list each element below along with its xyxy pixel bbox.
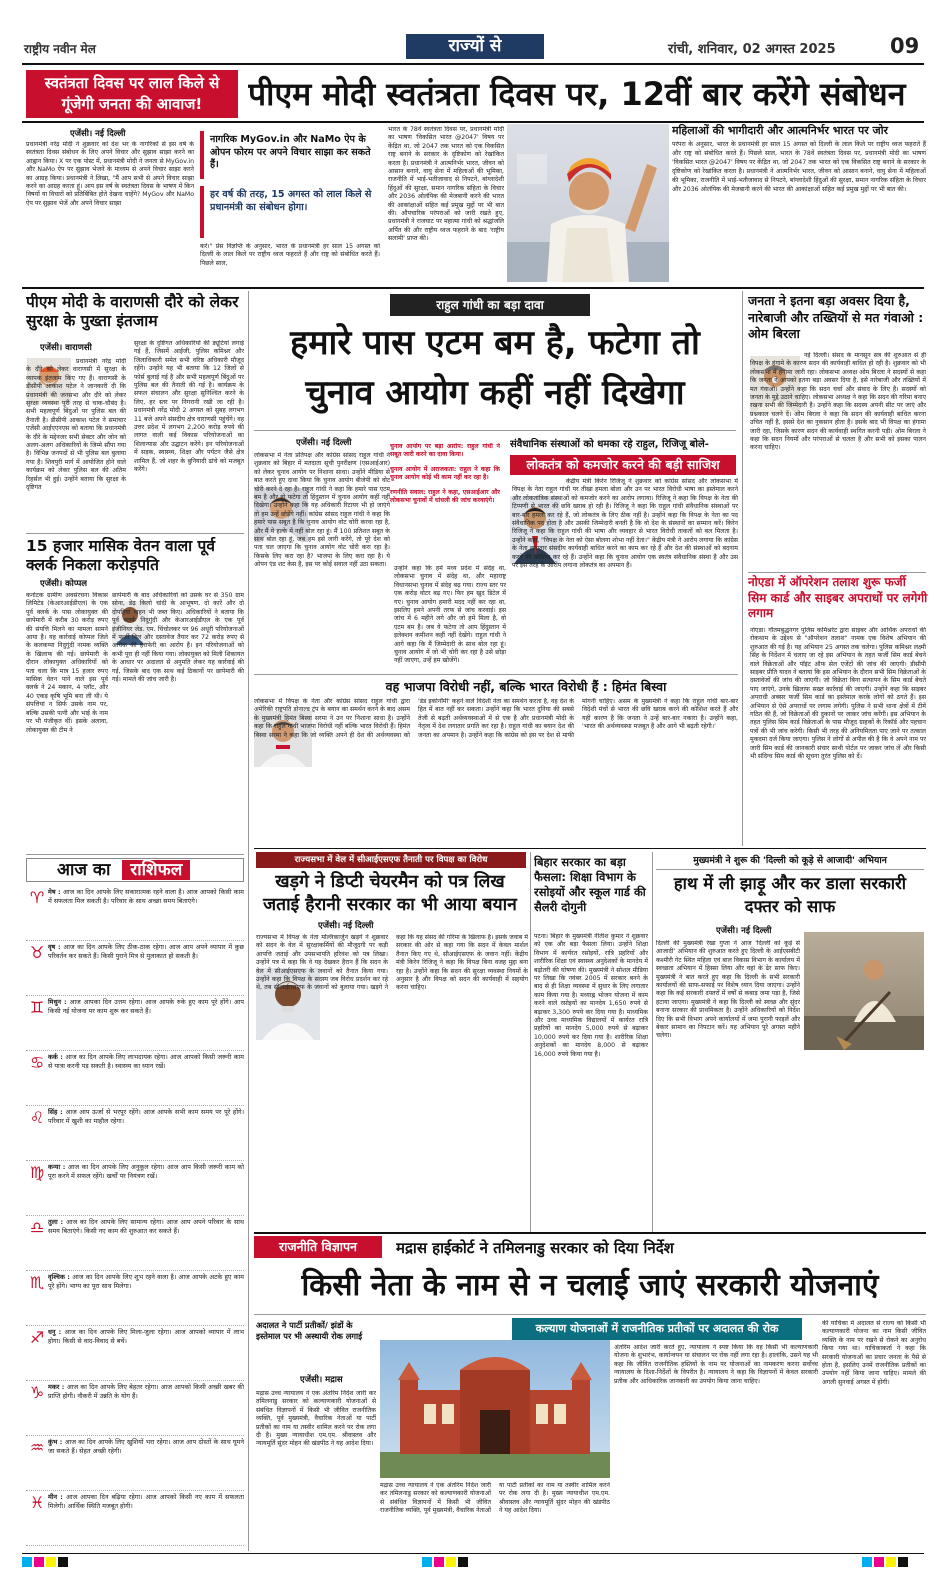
rashifal-item (26, 1161, 244, 1216)
tn-bullet (256, 1320, 374, 1360)
rashifal-text (48, 1493, 244, 1545)
left-divider-1 (26, 533, 244, 534)
section-label: राज्यों से (406, 34, 544, 59)
registration-swatch (458, 1557, 468, 1567)
registration-swatch (886, 1557, 896, 1567)
rashifal-item (26, 941, 244, 996)
zodiac-icon: ♐ (29, 1328, 45, 1347)
kharge-byline: एजेंसी। नई दिल्ली (318, 921, 374, 931)
delhi-byline: एजेंसी। नई दिल्ली (716, 926, 772, 936)
rashifal-prediction: आज आप ऊर्जा से भरपूर रहेंगे। आज आपके सभी काम समय पर पूरे होंगे। परिवार में खुशी का माहौल रहेगा। (48, 1108, 244, 1125)
rashifal-item (26, 1106, 244, 1161)
delhi-rule (652, 852, 653, 1232)
rashifal-prediction: आज का दिन आपके लिए बेहतर रहेगा। आज आपको किसी अच्छी खबर की प्राप्ति होगी। नौकरी में उन्नति के योग हैं। (48, 1383, 244, 1400)
top-body-col2: करें।" प्रेस विज्ञप्ति के अनुसार, भारत के प्रधानमंत्री हर साल 15 अगस्त को दिल्ली के लाल किले पर राष्ट्रीय ध्वज फहराते हैं और राष्ट्र को संबोधित करते हैं। पिछले साल, (200, 243, 380, 267)
top-sidebox (672, 124, 926, 282)
tn-body-4 (380, 1482, 610, 1550)
rashifal-text (48, 1328, 244, 1380)
registration-swatch (862, 1557, 872, 1567)
rashifal-sign: तुला : (48, 1218, 66, 1226)
rashifal-item (26, 1381, 244, 1436)
rashifal-title-a: आज का (57, 860, 111, 880)
rijiju-body: केंद्रीय मंत्री किरेन रिजिजू ने शुक्रवार को कांग्रेस सांसद और लोकसभा में विपक्ष के नेता राहुल गांधी पर तीखा हमला बोला और उन पर भारत विरोधी भाषा का इस्तेमाल करने और लोकतांत्रिक संस्थाओं को कमजोर करने का आरोप लगाया। रिजिजू ने कहा कि विपक्ष के नेता की टिप्पणी से भारत की छवि खराब हो रही है। रिजिजू ने कहा कि राहुल गांधी संवैधानिक संस्थाओं पर बार-बार हमला कर रहे हैं, जो लोकतंत्र के लिए ठीक नहीं है। उन्होंने कहा कि विपक्ष के नेता का पद संवैधानिक पद होता है और उसकी जिम्मेदारी बनती है कि वो देश के संस्थानों का सम्मान करें। किरेन रिजिजू ने कहा कि राहुल गांधी की भाषा और व्यवहार से भारत विरोधी ताकतों को बल मिलता है। उन्होंने कहा, "विपक्ष के नेता को ऐसा बोलना शोभा नहीं देता।" केंद्रीय मंत्री ने आरोप लगाया कि कांग्रेस के नेता लगातार संसदीय कार्यवाही बाधित करने का काम कर रहे हैं और देश की संस्थाओं को बदनाम करने की कोशिश कर रहे हैं। उन्होंने कहा कि चुनाव आयोग एक स्वतंत्र संवैधानिक संस्था है और उस पर इस तरह के आरोप लगाना लोकतंत्र का अपमान है। (512, 478, 738, 570)
bihar-body: पटना। बिहार के मुख्यमंत्री नीतीश कुमार ने शुक्रवार को एक और बड़ा फैसला लिया। उन्होंने शिक्षा विभाग में कार्यरत रसोइयों, रात्रि प्रहरियों और शारीरिक शिक्षा एवं स्वास्थ्य अनुदेशकों के मानदेय में बढ़ोतरी की घोषणा की। मुख्यमंत्री ने सोशल मीडिया पर लिखा कि नवंबर 2005 में सरकार बनने के बाद से ही शिक्षा व्यवस्था में सुधार के लिए लगातार काम किया गया है। मध्याह्न भोजन योजना में काम करने वाले रसोइयों का मानदेय 1,650 रुपये से बढ़ाकर 3,300 रुपये कर दिया गया है। माध्यमिक और उच्च माध्यमिक विद्यालयों में कार्यरत रात्रि प्रहरियों का मानदेय 5,000 रुपये से बढ़ाकर 10,000 रुपये कर दिया गया है। शारीरिक शिक्षा अनुदेशकों का मानदेय 8,000 से बढ़ाकर 16,000 रुपये किया गया है। (534, 933, 648, 1058)
registration-swatch (898, 1557, 908, 1567)
kharge-kicker: राज्यसभा में वेल में सीआईएसएफ तैनाती पर विपक्ष का विरोध (256, 852, 526, 868)
zodiac-icon: ♏ (29, 1273, 45, 1292)
rashifal-item (26, 1436, 244, 1491)
varanasi-body-2: सुरक्षा के दृष्टिगत अधिकारियों की ड्यूटियां लगाई गई हैं, जिसमें आईजी, पुलिस कमिश्नर और जिलाधिकारी समेत सभी वरिष्ठ अधिकारी मौजूद रहेंगे। उन्होंने यह भी बताया कि 12 जिलों से फोर्स बुलाई गई है और सभी महत्वपूर्ण बिंदुओं पर पुलिस बल की तैनाती की गई है। कार्यक्रम के सफल संचालन और सुरक्षा सुनिश्चित करने के लिए, हर स्तर पर निगरानी रखी जा रही है। प्रधानमंत्री नरेंद्र मोदी 2 अगस्त को सुबह लगभग 11 बजे अपने संसदीय क्षेत्र वाराणसी पहुंचेंगे। वह उत्तर प्रदेश में लगभग 2,200 करोड़ रुपये की लागत वाली कई विकास परियोजनाओं का शिलान्यास और उद्घाटन करेंगे। इन परियोजनाओं में सड़क, स्वास्थ्य, शिक्षा और पर्यटन जैसे क्षेत्र शामिल हैं, जो शहर के बुनियादी ढांचे को मजबूत करेंगे। (134, 340, 244, 474)
delhi-body-2 (804, 1054, 924, 1228)
top-kicker: स्वतंत्रता दिवस पर लाल किले से गूंजेगी जनता की आवाज! (26, 70, 238, 118)
birla-headline: जनता ने इतना बड़ा अवसर दिया है, नारेबाजी और तख्तियों से मत गंवाओ : ओम बिरला (748, 293, 924, 341)
kharge-headline: खड़गे ने डिप्टी चेयरमैन को पत्र लिख जताई हैरानी सरकार का भी आया बयान (263, 872, 517, 915)
registration-swatch (58, 1557, 68, 1567)
rashifal-prediction: आज का दिन आपके लिए लाभदायक रहेगा। आज आपको किसी जरूरी काम से यात्रा करनी पड़ सकती है। स्वास्थ्य का ध्यान रखें। (48, 1053, 244, 1070)
rashifal-text (48, 1163, 244, 1215)
zodiac-icon: ♎ (29, 1218, 45, 1237)
rashifal-item (26, 1326, 244, 1381)
rahul-body-2: उन्होंने कहा कि हमें मध्य प्रदेश में संदेह था, लोकसभा चुनाव में संदेह था, और महाराष्ट्र विधानसभा चुनाव में संदेह बढ़ गया। राज्य स्तर पर एक करोड़ वोटर बढ़ गए। फिर हम खुद डिटेल में गए। चुनाव आयोग हमारी मदद नहीं कर रहा था, इसलिए हमने अपनी तरफ से जांच करवाई। इस जांच में 6 महीने लगे और जो हमें मिला है, वो एटम बम है। जब ये फटेगा तो आप हिंदुस्तान में इलेक्शन कमीशन कहीं नहीं देखेंगे। राहुल गांधी ने आगे कहा कि मैं जिम्मेदारी के साथ बोल रहा हूं। चुनाव आयोग में जो भी चोरी कर रहा है उसे छोड़ा नहीं जाएगा, उन्हें हम खोजेंगे। (394, 565, 506, 665)
rashifal-sign: कन्या : (48, 1163, 68, 1171)
rashifal-sign: कुंभ : (48, 1438, 65, 1446)
rahul-byline: एजेंसी। नई दिल्ली (296, 438, 352, 448)
rashifal-text (48, 1438, 244, 1490)
zodiac-icon: ♒ (29, 1438, 45, 1457)
varanasi-byline: एजेंसी। वाराणसी (40, 343, 92, 353)
zodiac-icon: ♈ (29, 888, 45, 907)
rashifal-sign: मीन : (48, 1493, 66, 1501)
rijiju-kicker: संवैधानिक संस्थाओं को धमका रहे राहुल, रिजिजू बोले- (510, 439, 709, 450)
rahul-rule (254, 430, 736, 431)
zodiac-icon: ♊ (29, 998, 45, 1017)
tn-body-2: अंतरिम आदेश जारी करते हुए, न्यायालय ने स्पष्ट किया कि वह किसी भी कल्याणकारी योजना के शुभारंभ, कार्यान्वयन या संचालन पर रोक नहीं लगा रहा है। हालांकि, उसने यह भी कहा कि जीवित राजनीतिक हस्तियों के नाम पर योजनाओं का नामकरण करना सर्वोच्च न्यायालय के दिशा-निर्देशों के विपरीत है। न्यायालय ने कहा कि विज्ञापनों में केवल सरकारी प्रतीक और आधिकारिक जानकारी का उपयोग किया जाना चाहिए। (614, 1344, 818, 1385)
sidebox-text: परंपरा के अनुसार, भारत के प्रधानमंत्री हर साल 15 अगस्त को दिल्ली के लाल किले पर राष्ट्रीय ध्वज फहराते हैं और राष्ट्र को संबोधित करते हैं। पिछले साल, भारत के 78वें स्वतंत्रता दिवस पर, प्रधानमंत्री मोदी का भाषण 'विकसित भारत @2047' विषय पर केंद्रित था, जो 2047 तक भारत को एक विकसित राष्ट्र बनाने के सरकार के दृष्टिकोण को रेखांकित करता है। प्रधानमंत्री ने आत्मनिर्भर भारत, जीवन को आसान बनाने, वायु सेना में महिलाओं की भूमिका, राजनीति में भाई-भतीजावाद से निपटने, बांग्लादेशी हिंदुओं की सुरक्षा, समान नागरिक संहिता के विचार और 2036 ओलंपिक की मेजबानी करने की भारत की आकांक्षाओं सहित कई प्रमुख मुद्दों पर भी बात की। (672, 141, 926, 193)
masthead-divider (22, 63, 924, 65)
rashifal-title-b: राशिफल (122, 860, 190, 880)
rahul-quote-box (390, 443, 500, 563)
rahul-headline: हमारे पास एटम बम है, फटेगा तो चुनाव आयोग कहीं नहीं दिखेगा (290, 323, 700, 413)
rashifal-text (48, 1383, 244, 1435)
rashifal-prediction: आज का दिन आपके लिए शुभ रहने वाला है। आज आपके अटके हुए काम पूरे होंगे। भाग्य का पूरा साथ मिलेगा। (48, 1273, 244, 1290)
varanasi-headline: पीएम मोदी के वाराणसी दौरे को लेकर सुरक्षा के पुख्ता इंतजाम (26, 293, 239, 330)
rashifal-title (26, 858, 244, 882)
center-divider (254, 674, 738, 675)
tn-body-4-text: मद्रास उच्च न्यायालय ने एक अंतरिम निर्देश जारी कर तमिलनाडु सरकार को कल्याणकारी योजनाओं से संबंधित विज्ञापनों में किसी भी जीवित राजनीतिक व्यक्ति, पूर्व मुख्यमंत्री, वैचारिक नेताओं या पार्टी प्रतीकों का नाम या तस्वीर शामिल करने पर रोक लगा दी है। मुख्य न्यायाधीश एम.एम. श्रीवास्तव और न्यायमूर्ति सुंदर मोहन की खंडपीठ ने यह आदेश दिया। (380, 1482, 610, 1515)
rashifal-prediction: आज आपका दिन उत्तम रहेगा। आज आपके रुके हुए काम पूरे होंगे। आप किसी नई योजना पर काम शुरू कर सकते हैं। (48, 998, 244, 1015)
rahul-quote-3: रणनीति सवाल: राहुल ने कहा, एसआईआर और लोकसभा चुनावों में धांधली की जांच करवाएंगे। (390, 488, 500, 505)
rashifal-item (26, 886, 244, 941)
footer-divider (22, 1553, 924, 1554)
rahul-quote-1: चुनाव आयोग पर बड़ा आरोप: राहुल गांधी ने सबूत जारी करने का दावा किया। (390, 443, 500, 459)
registration-swatch (434, 1557, 444, 1567)
rashifal-text (48, 943, 244, 995)
bihar-rule (530, 852, 531, 1232)
rashifal-sign: धनु : (48, 1328, 65, 1336)
tn-tag: राजनीति विज्ञापन (254, 1236, 382, 1258)
tn-kicker: मद्रास हाईकोर्ट ने तमिलनाडु सरकार को दिया निर्देश (396, 1239, 674, 1257)
tn-bullet-text: अदालत ने पार्टी प्रतीकों/ झंडों के इस्तेमाल पर भी अस्थायी रोक लगाई (256, 1320, 363, 1341)
rashifal-text (48, 1053, 244, 1105)
clerk-body-1: कर्नाटक ग्रामीण अवसंरचना विकास लिमिटेड (केआरआईडीएल) के एक पूर्व क्लर्क के पास लोकायुक्त की छापेमारी में करीब 30 करोड़ रुपए की संपत्ति मिलने का मामला सामने आया है। यह कार्रवाई कोप्पल जिले के कलकप्पा निदुगुंदी नामक व्यक्ति के खिलाफ की गई। छापेमारी के दौरान लोकायुक्त अधिकारियों को पता चला कि मात्र 15 हजार रुपए मासिक वेतन पाने वाले इस पूर्व क्लर्क ने 24 मकान, 4 प्लॉट, और 40 एकड़ कृषि भूमि बना ली थी। ये संपत्तियां न सिर्फ उसके नाम पर, बल्कि उसकी पत्नी और भाई के नाम पर भी पंजीकृत थीं। इसके अलावा, लोकायुक्त की टीम ने (26, 592, 108, 734)
rashifal-sign: सिंह : (48, 1108, 66, 1116)
noida-body: नोएडा। गौतमबुद्धनगर पुलिस कमिश्नरेट द्वारा साइबर और आर्थिक अपराधों की रोकथाम के उद्देश्य से "ऑपरेशन तलाश" नामक एक विशेष अभियान की शुरुआत की गई है। यह अभियान 25 अगस्त तक चलेगा। पुलिस कमिश्नर लक्ष्मी सिंह के निर्देशन में चलाए जा रहे इस अभियान के तहत फर्जी सिम कार्ड बेचने वाले विक्रेताओं और पॉइंट ऑफ सेल एजेंटों की जांच की जाएगी। डीसीपी साइबर प्रीति यादव ने बताया कि इस अभियान के दौरान सभी सिम विक्रेताओं के दस्तावेजों की जांच की जाएगी। जो विक्रेता बिना सत्यापन के सिम कार्ड बेचते पाए जाएंगे, उनके खिलाफ सख्त कार्रवाई की जाएगी। उन्होंने कहा कि साइबर अपराधी अक्सर फर्जी सिम कार्ड का इस्तेमाल करके लोगों को ठगते हैं। इस अभियान से ऐसे अपराधों पर लगाम लगेगी। पुलिस ने सभी थाना क्षेत्रों में टीमें गठित की हैं, जो विक्रेताओं की दुकानों पर जाकर जांच करेंगी। इस अभियान के तहत पुलिस सिम कार्ड विक्रेताओं के पास मौजूद ग्राहकों के रिकॉर्ड और पहचान पत्रों की भी जांच करेगी। किसी भी तरह की अनियमितता पाए जाने पर तत्काल मुकदमा दर्ज किया जाएगा। पुलिस ने लोगों से अपील की है कि वे अपने नाम पर जारी सिम कार्ड की जानकारी संचार साथी पोर्टल पर जाकर जांच लें और किसी भी संदिग्ध सिम कार्ड की सूचना तुरंत पुलिस को दें। (750, 627, 926, 761)
tn-rule (254, 1314, 926, 1315)
rijiju-headline: लोकतंत्र को कमजोर करने की बड़ी साजिश (510, 455, 736, 475)
delhi-body: दिल्ली की मुख्यमंत्री रेखा गुप्ता ने आज 'दिल्ली को कूड़े से आजादी' अभियान की शुरुआत करते हुए दिल्ली के आईएसबीटी कश्मीरी गेट स्थित महिला एवं बाल विकास विभाग के कार्यालय में स्वच्छता अभियान में हिस्सा लिया और वहां के ढेर साफ किए। मुख्यमंत्री ने बात करते हुए कहा कि दिल्ली के सभी सरकारी कार्यालयों की साफ-सफाई पर विशेष ध्यान दिया जाएगा। उन्होंने कहा कि कई सरकारी दफ्तरों में वर्षों से कबाड़ जमा पड़ा है, जिसे हटाया जाएगा। मुख्यमंत्री ने कहा कि दिल्ली को स्वच्छ और सुंदर बनाना सरकार की प्राथमिकता है। उन्होंने अधिकारियों को निर्देश दिए कि सभी विभाग अपने कार्यालयों में जमा पुरानी फाइलें और बेकार सामान का निपटान करें। यह अभियान पूरे अगस्त महीने चलेगा। (656, 940, 800, 1040)
zodiac-icon: ♍ (29, 1163, 45, 1182)
clerk-body-2: छापेमारी के बाद अधिकारियों को उसके घर से 350 ग्राम सोना, डेढ़ किलो चांदी के आभूषण, दो कारें और दो दोपहिया वाहन भी जब्त किए। अधिकारियों ने बताया कि पूर्व क्लर्क निदुगुंदी और केआरआईडीएल के एक पूर्व इंजीनियर जेड. एम. चिंचोलकर पर 96 अधूरी परियोजनाओं में फर्जी बिल और दस्तावेज तैयार कर 72 करोड़ रुपए से अधिक की हेराफेरी का आरोप है। इन परियोजनाओं को कभी पूरा ही नहीं किया गया। लोकायुक्त को मिली शिकायत के आधार पर अदालत से अनुमति लेकर यह कार्रवाई की गई, जिसके बाद एक साथ कई ठिकानों पर छापेमारी की गई। मामले की जांच जारी है। (112, 592, 244, 684)
registration-swatch (874, 1557, 884, 1567)
rashifal-sign: मेष : (48, 888, 63, 896)
section-divider-3 (254, 1232, 926, 1234)
registration-swatch (46, 1557, 56, 1567)
clerk-byline: एजेंसी। कोप्पल (40, 579, 88, 589)
brand-name: राष्ट्रीय नवीन मेल (24, 42, 96, 56)
section-divider-1 (22, 287, 924, 289)
rashifal-sign: वृश्चिक : (48, 1273, 73, 1281)
kharge-body: राज्यसभा में विपक्ष के नेता मल्लिकार्जुन खड़गे ने शुक्रवार को सदन के वेल में सुरक्षाकर्मियों की मौजूदगी पर कड़ी आपत्ति जताई और उपसभापति हरिवंश को पत्र लिखा। उन्होंने पत्र में कहा कि वे यह देखकर हैरान हैं कि सदन के वेल में सीआईएसएफ के जवानों को तैनात किया गया। उन्होंने कहा कि विपक्ष के सदस्य जब विरोध प्रदर्शन कर रहे थे, तब सीआईएसएफ के जवानों को बुलाया गया। खड़गे ने कहा कि यह संसद की गरिमा के खिलाफ है। इसके जवाब में सरकार की ओर से कहा गया कि सदन में केवल मार्शल तैनात किए गए थे, सीआईएसएफ के जवान नहीं। केंद्रीय मंत्री किरेन रिजिजू ने कहा कि विपक्ष बिना वजह मुद्दा बना रहा है। उन्होंने कहा कि सदन की सुरक्षा व्यवस्था नियमों के अनुसार है और विपक्ष को सदन की कार्यवाही में सहयोग करना चाहिए। (256, 934, 528, 992)
top-body-col3: भारत के 78वें स्वतंत्रता दिवस पर, प्रधानमंत्री मोदी का भाषण 'विकसित भारत @2047' विषय पर केंद्रित था, जो 2047 तक भारत को एक विकसित राष्ट्र बनाने के सरकार के दृष्टिकोण को रेखांकित करता है। प्रधानमंत्री ने आत्मनिर्भर भारत, जीवन को आसान बनाने, वायु सेना में महिलाओं की भूमिका, राजनीति में भाई-भतीजावाद से निपटने, बांग्लादेशी हिंदुओं की सुरक्षा, समान नागरिक संहिता के विचार और 2036 ओलंपिक की मेजबानी करने की भारत की आकांक्षाओं सहित कई प्रमुख मुद्दों पर भी बात की। औपचारिक परंपराओं को जारी रखते हुए, प्रधानमंत्री ने राजघाट पर महात्मा गांधी को श्रद्धांजलि अर्पित की और राष्ट्रीय ध्वज फहराने के बाद 'राष्ट्रीय सलामी' प्राप्त की। (388, 126, 504, 243)
tn-body-3: की याचिका में अदालत से राज्य को किसी भी कल्याणकारी योजना का नाम किसी जीवित व्यक्ति के नाम पर रखने से रोकने का अनुरोध किया गया था। याचिकाकर्ता ने कहा कि सरकारी योजनाओं का प्रचार जनता के पैसे से होता है, इसलिए उनमें राजनीतिक प्रतीकों का उपयोग नहीं किया जाना चाहिए। मामले की अगली सुनवाई अगस्त में होगी। (822, 1320, 926, 1386)
top-headline: पीएम मोदी स्वतंत्रता दिवस पर, 12वीं बार करेंगे संबोधन (248, 75, 906, 113)
masthead (18, 30, 928, 64)
tn-byline: एजेंसी। मद्रास (300, 1375, 343, 1385)
rashifal-item (26, 996, 244, 1051)
clerk-headline: 15 हजार मासिक वेतन वाला पूर्व क्लर्क निकला करोड़पति (26, 537, 215, 574)
zodiac-icon: ♌ (29, 1108, 45, 1127)
rashifal-prediction: आज का दिन आपके लिए सकारात्मक रहने वाला है। आज आपको किसी काम में सफलता मिल सकती है। परिवार के साथ अच्छा समय बिताएंगे। (48, 888, 244, 905)
noida-headline: नोएडा में ऑपरेशन तलाश शुरू फर्जी सिम कार्ड और साइबर अपराधों पर लगेगी लगाम (748, 575, 928, 620)
rashifal-prediction: आज का दिन आपके लिए अनुकूल रहेगा। आज आप किसी जरूरी काम को पूरा करने में सफल रहेंगे। खर्चों पर नियंत्रण रखें। (48, 1163, 244, 1180)
rahul-kicker: राहुल गांधी का बड़ा दावा (390, 294, 590, 316)
zodiac-icon: ♑ (29, 1383, 45, 1402)
tn-body-1: मद्रास उच्च न्यायालय ने एक अंतरिम निर्देश जारी कर तमिलनाडु सरकार को कल्याणकारी योजनाओं से संबंधित विज्ञापनों में किसी भी जीवित राजनीतिक व्यक्ति, पूर्व मुख्यमंत्री, वैचारिक नेताओं या पार्टी प्रतीकों का नाम या तस्वीर शामिल करने पर रोक लगा दी है। मुख्य न्यायाधीश एम.एम. श्रीवास्तव और न्यायमूर्ति सुंदर मोहन की खंडपीठ ने यह आदेश दिया। (256, 1390, 376, 1448)
registration-swatch (22, 1557, 32, 1567)
rashifal-list (26, 886, 244, 1552)
himanta-headline: वह भाजपा विरोधी नहीं, बल्कि भारत विरोधी हैं : हिमंत बिस्वा (385, 679, 667, 694)
delhi-kicker: मुख्यमंत्री ने शुरू की 'दिल्ली को कूड़े से आजादी' अभियान (656, 852, 924, 870)
tn-headline: किसी नेता के नाम से न चलाई जाएं सरकारी योजनाएं (301, 1268, 879, 1303)
registration-swatch (422, 1557, 432, 1567)
page-number: 09 (890, 34, 920, 58)
varanasi-body-1: प्रधानमंत्री नरेंद्र मोदी के दौरे को लेकर वाराणसी में सुरक्षा के व्यापक इंतजाम किए गए हैं। वाराणसी के डीसीपी आकाश पटेल ने जानकारी दी कि प्रधानमंत्री की जनसभा और दौरे को लेकर सुरक्षा व्यवस्था पूरी तरह से चाक-चौबंद है। सभी महत्वपूर्ण बिंदुओं पर पुलिस बल की तैनाती है। डीसीपी आकाश पटेल ने समाचार एजेंसी आईएएनएस को बताया कि प्रधानमंत्री के दौरे के मद्देनजर सभी सेक्टर और जोन को अलग-अलग अधिकारियों के जिम्मे सौंपा गया है। विभिन्न जनपदों से भी पुलिस बल बुलाया गया है। शिवपुरी मार्ग में आयोजित होने वाले कार्यक्रम को लेकर पुलिस बल की अतिम रिहर्सल भी हुई। उन्होंने बताया कि सुरक्षा के दृष्टिगत (26, 358, 126, 492)
rashifal-item (26, 1051, 244, 1106)
cleaning-image (804, 932, 924, 1050)
top-headline-rule (22, 121, 924, 123)
delhi-headline: हाथ में ली झाड़ू और कर डाला सरकारी दफ्तर को साफ (673, 874, 907, 916)
rashifal-text (48, 1218, 244, 1270)
highlight-text-1: नागरिक MyGov.in और NaMo ऐप के ओपन फोरम पर अपने विचार साझा कर सकते हैं। (210, 134, 371, 170)
dateline: रांची, शनिवार, 02 अगस्त 2025 (668, 42, 836, 57)
rashifal-prediction: आज का दिन आपके लिए खुशियों भरा रहेगा। आज आप दोस्तों के साथ घूमने जा सकते हैं। सेहत अच्छी रहेगी। (48, 1438, 244, 1455)
rashifal-text (48, 1108, 244, 1160)
modi-portrait-image (507, 124, 669, 282)
rashifal-sign: मिथुन : (48, 998, 70, 1006)
court-building-image (380, 1340, 610, 1478)
rashifal-text (48, 998, 244, 1050)
bihar-headline: बिहार सरकार का बड़ा फैसला: शिक्षा विभाग के रसोइयों और स्कूल गार्ड की सैलरी दोगुनी (534, 855, 646, 914)
rashifal-prediction: आज का दिन आपके लिए ठीक-ठाक रहेगा। आज आप अपने व्यापार में कुछ परिवर्तन कर सकते हैं। किसी पुराने मित्र से मुलाकात हो सकती है। (48, 943, 244, 960)
rashifal-item (26, 1216, 244, 1271)
registration-swatch (34, 1557, 44, 1567)
himanta-body: लोकसभा में विपक्ष के नेता और कांग्रेस सांसद राहुल गांधी द्वारा अमेरिकी राष्ट्रपति डोनाल्ड ट्रंप के बयान का समर्थन करने के बाद असम के मुख्यमंत्री हिमंत बिस्वा सरमा ने उन पर निशाना साधा है। उन्होंने कहा कि राहुल गांधी भाजपा विरोधी नहीं बल्कि भारत विरोधी हैं। हिमंत बिस्वा सरमा ने कहा कि जो व्यक्ति अपने ही देश की अर्थव्यवस्था को 'डेड इकोनॉमी' कहने वाले विदेशी नेता का समर्थन करता है, वह देश के हित में बात नहीं कर सकता। उन्होंने कहा कि भारत दुनिया की सबसे तेजी से बढ़ती अर्थव्यवस्थाओं में से एक है और प्रधानमंत्री मोदी के नेतृत्व में देश लगातार प्रगति कर रहा है। राहुल गांधी का बयान देश की जनता का अपमान है। उन्होंने कहा कि कांग्रेस को इस पर देश से माफी मांगनी चाहिए। असम के मुख्यमंत्री ने कहा कि राहुल गांधी बार-बार विदेशी मंचों से भारत की छवि खराब करने की कोशिश करते हैं और यही कारण है कि जनता ने उन्हें बार-बार नकारा है। उन्होंने कहा, 'भारत की अर्थव्यवस्था मजबूत है और आगे भी बढ़ती रहेगी।' (254, 698, 738, 739)
rahul-quote-2: चुनाव आयोग में अराजकता: राहुल ने कहा कि चुनाव आयोग कोई भी काम नहीं कर रहा है। (390, 465, 500, 482)
zodiac-icon: ♓ (29, 1493, 45, 1512)
highlight-text-2: हर वर्ष की तरह, 15 अगस्त को लाल किले से प्रधानमंत्री का संबोधन होगा। (210, 189, 372, 213)
top-highlight-1 (200, 131, 380, 179)
sidebox-title: महिलाओं की भागीदारी और आत्मनिर्भर भारत पर जोर (672, 124, 889, 137)
section-divider-2 (254, 848, 926, 849)
rashifal-sign: वृष : (48, 943, 64, 951)
left-column-rule (248, 291, 249, 1551)
rashifal-item (26, 1491, 244, 1546)
rashifal-prediction: आज का दिन आपके लिए मिला-जुला रहेगा। आज आपको व्यापार में लाभ होगा। किसी से वाद-विवाद से बचें। (48, 1328, 244, 1345)
rashifal-text (48, 1273, 244, 1325)
rahul-body-1: लोकसभा में नेता प्रतिपक्ष और कांग्रेस सांसद राहुल गांधी ने शुक्रवार को बिहार में मतदाता सूची पुनरीक्षण (एसआईआर) को लेकर चुनाव आयोग पर निशाना साधा। उन्होंने मीडिया से बात करते हुए दावा किया कि चुनाव आयोग बीजेपी को वोट चोरी करने दे रहा है। राहुल गांधी ने कहा कि हमारे पास एटम बम है और वो फटेगा तो हिंदुस्तान में चुनाव आयोग कहीं नहीं दिखेगा। उन्होंने कहा कि यह अधिकारी रिटायर भी हो जाएंगे तो हम उन्हें छोड़ेंगे नहीं। कांग्रेस सांसद राहुल गांधी ने कहा कि हमारे पास सबूत है कि चुनाव आयोग वोट चोरी करवा रहा है, और मैं ये हल्के में नहीं बोल रहा हूं। मैं 100 प्रतिशत सबूत के साथ बोल रहा हूं, जब हम इसे जारी करेंगे, तो पूरे देश को पता चल जाएगा कि चुनाव आयोग वोट चोरी करा रहा है। किसके लिए करा रहा है? भाजपा के लिए करा रहा है। ये ओपन एंड शट केस है, इस पर कोई सवाल नहीं उठा सकता। (254, 452, 390, 569)
rashifal-item (26, 1271, 244, 1326)
registration-swatch (446, 1557, 456, 1567)
tn-banner: कल्याण योजनाओं में राजनीतिक प्रतीकों पर अदालत की रोक (512, 1318, 802, 1340)
top-highlight-2 (200, 186, 380, 238)
rashifal-prediction: आज आपका दिन बढ़िया रहेगा। आज आपको किसी नए काम में सफलता मिलेगी। आर्थिक स्थिति मजबूत होगी। (48, 1493, 244, 1510)
right-divider-1 (748, 572, 926, 573)
zodiac-icon: ♋ (29, 1053, 45, 1072)
print-color-strip (22, 1557, 924, 1567)
top-byline: एजेंसी। नई दिल्ली (70, 129, 126, 139)
rashifal-text (48, 888, 244, 940)
rashifal-prediction: आज का दिन आपके लिए सामान्य रहेगा। आज आप अपने परिवार के साथ समय बिताएंगे। किसी नए काम की शुरुआत कर सकते हैं। (48, 1218, 244, 1235)
birla-body: नई दिल्ली। संसद के मानसून सत्र की शुरुआत से ही विपक्ष के हंगामे के कारण सदन की कार्यवाही बाधित हो रही है। शुक्रवार को भी लोकसभा में हंगामा जारी रहा। लोकसभा अध्यक्ष ओम बिरला ने सदस्यों से कहा कि जनता ने आपको इतना बड़ा अवसर दिया है, इसे नारेबाजी और तख्तियों में मत गंवाओ। उन्होंने कहा कि सदन चर्चा और संवाद के लिए है। सदस्यों को जनता के मुद्दे उठाने चाहिए। लोकसभा अध्यक्ष ने कहा कि सदन की गरिमा बनाए रखना सभी की जिम्मेदारी है। उन्होंने कहा कि सदस्य अपनी सीट पर जाएं और प्रश्नकाल चलने दें। ओम बिरला ने कहा कि सदन की कार्यवाही बाधित करना उचित नहीं है, इससे देश का नुकसान होता है। इसके बाद भी विपक्ष का हंगामा जारी रहा, जिसके कारण सदन की कार्यवाही स्थगित करनी पड़ी। ओम बिरला ने कहा कि सदन नियमों और परंपराओं से चलता है और सभी को इसका पालन करना चाहिए। (750, 352, 926, 452)
center-right-rule (742, 291, 743, 846)
rashifal-sign: मकर : (48, 1383, 67, 1391)
rashifal-sign: कर्क : (48, 1053, 66, 1061)
left-divider-2 (26, 854, 244, 855)
zodiac-icon: ♉ (29, 943, 45, 962)
top-body-col1: प्रधानमंत्री नरेंद्र मोदी ने शुक्रवार को देश भर के नागरिकों से इस वर्ष के स्वतंत्रता दिवस संबोधन के लिए अपने विचार और सुझाव साझा करने का आह्वान किया। X पर एक पोस्ट में, प्रधानमंत्री मोदी ने जनता से MyGov.in और NaMo ऐप पर सुझाव भेजने के माध्यम से अपने विचार साझा करने का आग्रह किया। प्रधानमंत्री ने लिखा, "मैं आप सभी से अपने विचार साझा करने का आग्रह करता हूं। आप इस वर्ष के स्वतंत्रता दिवस के भाषण में किन विषयों या विचारों को प्रतिबिंबित होते देखना चाहेंगे? MyGov और NaMo ऐप पर सुझाव भेजें और अपने विचार साझा (26, 141, 194, 207)
